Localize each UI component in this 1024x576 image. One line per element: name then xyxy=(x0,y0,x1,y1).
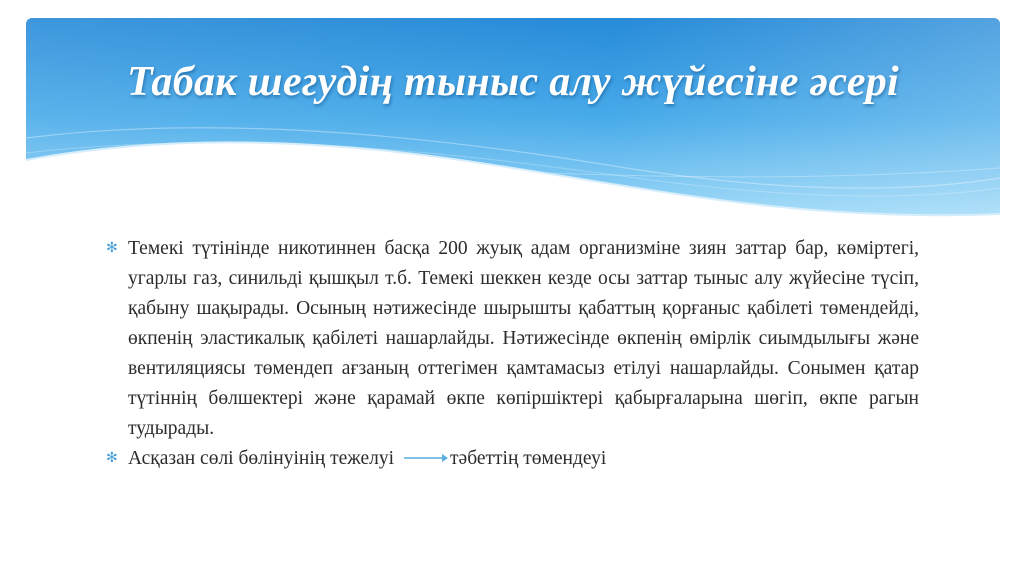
right-arrow-icon xyxy=(402,450,448,470)
slide-title: Табак шегудің тыныс алу жүйесіне әсері xyxy=(126,59,900,105)
header-banner xyxy=(26,18,1000,218)
bullet-list xyxy=(104,234,919,474)
bullet-text: Темекі түтінінде никотиннен басқа 200 жуық адам организміне зиян заттар бар, көміртегі, угарлы газ, синильді қышқыл т.б. Темекі шеккен кезде осы заттар тыныс алу жүйесіне түсіп, қабыну шақырады. Осының нәтижесінде шырышты қабаттың қорғаныс қабілеті төмендейді, өкпенің эластикалық қабілеті нашарлайды. Нәтижесінде өкпенің өмірлік сиымдылығы және вентиляциясы төмендеп ағзаның оттегімен қамтамасыз етілуі нашарлайды. Сонымен қатар түтіннің бөлшектері және қарамай өкпе көпіршіктері қабырғаларына шөгіп, өкпе рагын тудырады. xyxy=(128,238,919,439)
wave-background-graphic xyxy=(26,18,1000,218)
list-item xyxy=(104,444,919,474)
list-item xyxy=(104,234,919,444)
asterisk-bullet-icon: ✻ xyxy=(106,451,118,466)
bullet-text-after-arrow: тәбеттің төмендеуі xyxy=(450,448,607,469)
asterisk-bullet-icon: ✻ xyxy=(106,241,118,256)
bullet-text-before-arrow: Асқазан сөлі бөлінуінің тежелуі xyxy=(128,448,395,469)
